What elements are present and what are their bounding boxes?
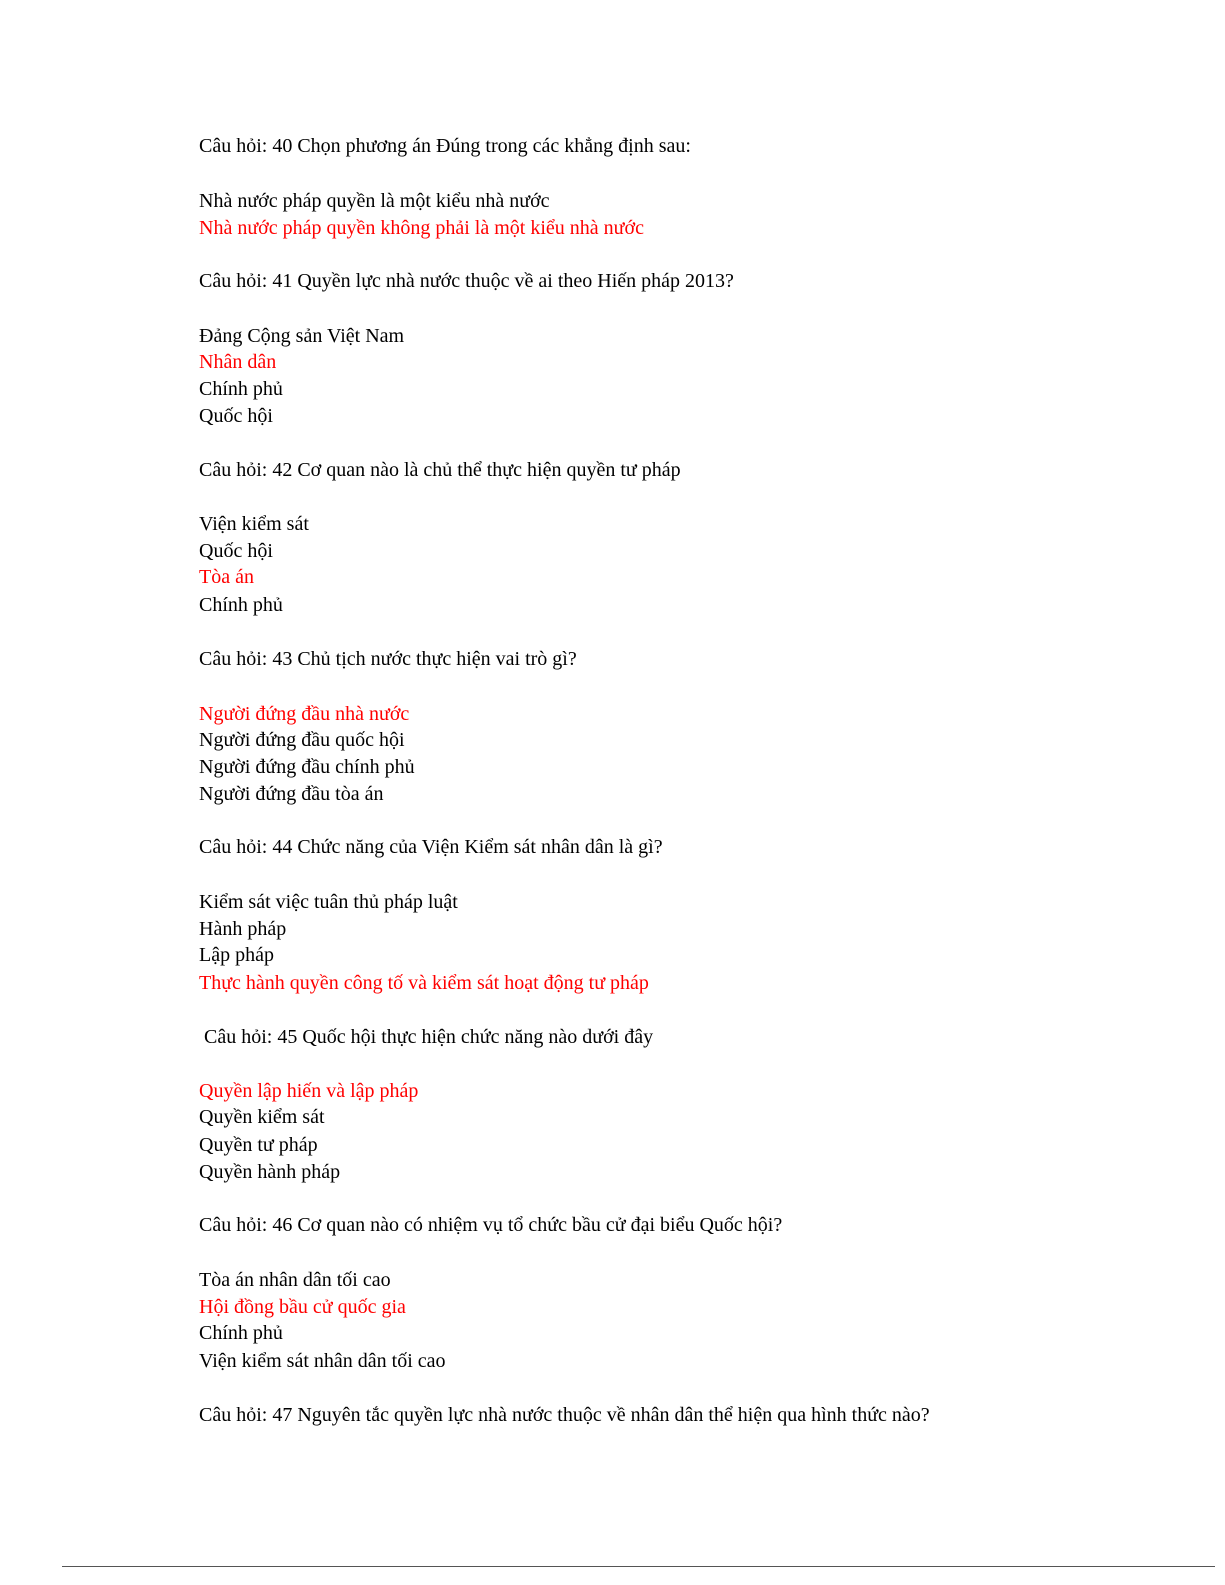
- answer-45-d: Quyền hành pháp: [199, 1161, 341, 1183]
- answer-42-c-correct: Tòa án: [199, 566, 254, 588]
- answer-46-c: Chính phủ: [199, 1322, 283, 1344]
- answer-43-b: Người đứng đầu quốc hội: [199, 729, 405, 751]
- question-44: Câu hỏi: 44 Chức năng của Viện Kiểm sát nhân dân là gì?: [199, 836, 663, 858]
- answer-44-a: Kiểm sát việc tuân thủ pháp luật: [199, 891, 458, 913]
- answer-40-b-correct: Nhà nước pháp quyền không phải là một kiểu nhà nước: [199, 217, 644, 239]
- answer-41-d: Quốc hội: [199, 405, 273, 427]
- answer-40-a: Nhà nước pháp quyền là một kiểu nhà nước: [199, 190, 550, 212]
- question-47: Câu hỏi: 47 Nguyên tắc quyền lực nhà nước thuộc về nhân dân thể hiện qua hình thức nào?: [199, 1404, 930, 1426]
- answer-43-c: Người đứng đầu chính phủ: [199, 756, 415, 778]
- answer-46-a: Tòa án nhân dân tối cao: [199, 1269, 391, 1291]
- answer-46-d: Viện kiểm sát nhân dân tối cao: [199, 1350, 446, 1372]
- question-43: Câu hỏi: 43 Chủ tịch nước thực hiện vai trò gì?: [199, 648, 577, 670]
- answer-45-a-correct: Quyền lập hiến và lập pháp: [199, 1080, 419, 1102]
- page-bottom-divider: [62, 1566, 1215, 1567]
- answer-41-c: Chính phủ: [199, 378, 283, 400]
- answer-44-b: Hành pháp: [199, 918, 287, 940]
- answer-42-a: Viện kiểm sát: [199, 513, 309, 535]
- answer-45-c: Quyền tư pháp: [199, 1134, 318, 1156]
- question-45: Câu hỏi: 45 Quốc hội thực hiện chức năng nào dưới đây: [199, 1026, 654, 1048]
- question-46: Câu hỏi: 46 Cơ quan nào có nhiệm vụ tổ chức bầu cử đại biểu Quốc hội?: [199, 1214, 783, 1236]
- answer-43-a-correct: Người đứng đầu nhà nước: [199, 703, 410, 725]
- question-40: Câu hỏi: 40 Chọn phương án Đúng trong các khẳng định sau:: [199, 135, 691, 157]
- answer-42-b: Quốc hội: [199, 540, 273, 562]
- answer-42-d: Chính phủ: [199, 594, 283, 616]
- answer-44-c: Lập pháp: [199, 944, 274, 966]
- answer-45-b: Quyền kiểm sát: [199, 1106, 325, 1128]
- answer-41-a: Đảng Cộng sản Việt Nam: [199, 325, 405, 347]
- answer-43-d: Người đứng đầu tòa án: [199, 783, 384, 805]
- answer-46-b-correct: Hội đồng bầu cử quốc gia: [199, 1296, 406, 1318]
- question-41: Câu hỏi: 41 Quyền lực nhà nước thuộc về ai theo Hiến pháp 2013?: [199, 270, 734, 292]
- answer-41-b-correct: Nhân dân: [199, 351, 277, 373]
- answer-44-d-correct: Thực hành quyền công tố và kiểm sát hoạt động tư pháp: [199, 972, 649, 994]
- question-42: Câu hỏi: 42 Cơ quan nào là chủ thể thực hiện quyền tư pháp: [199, 459, 681, 481]
